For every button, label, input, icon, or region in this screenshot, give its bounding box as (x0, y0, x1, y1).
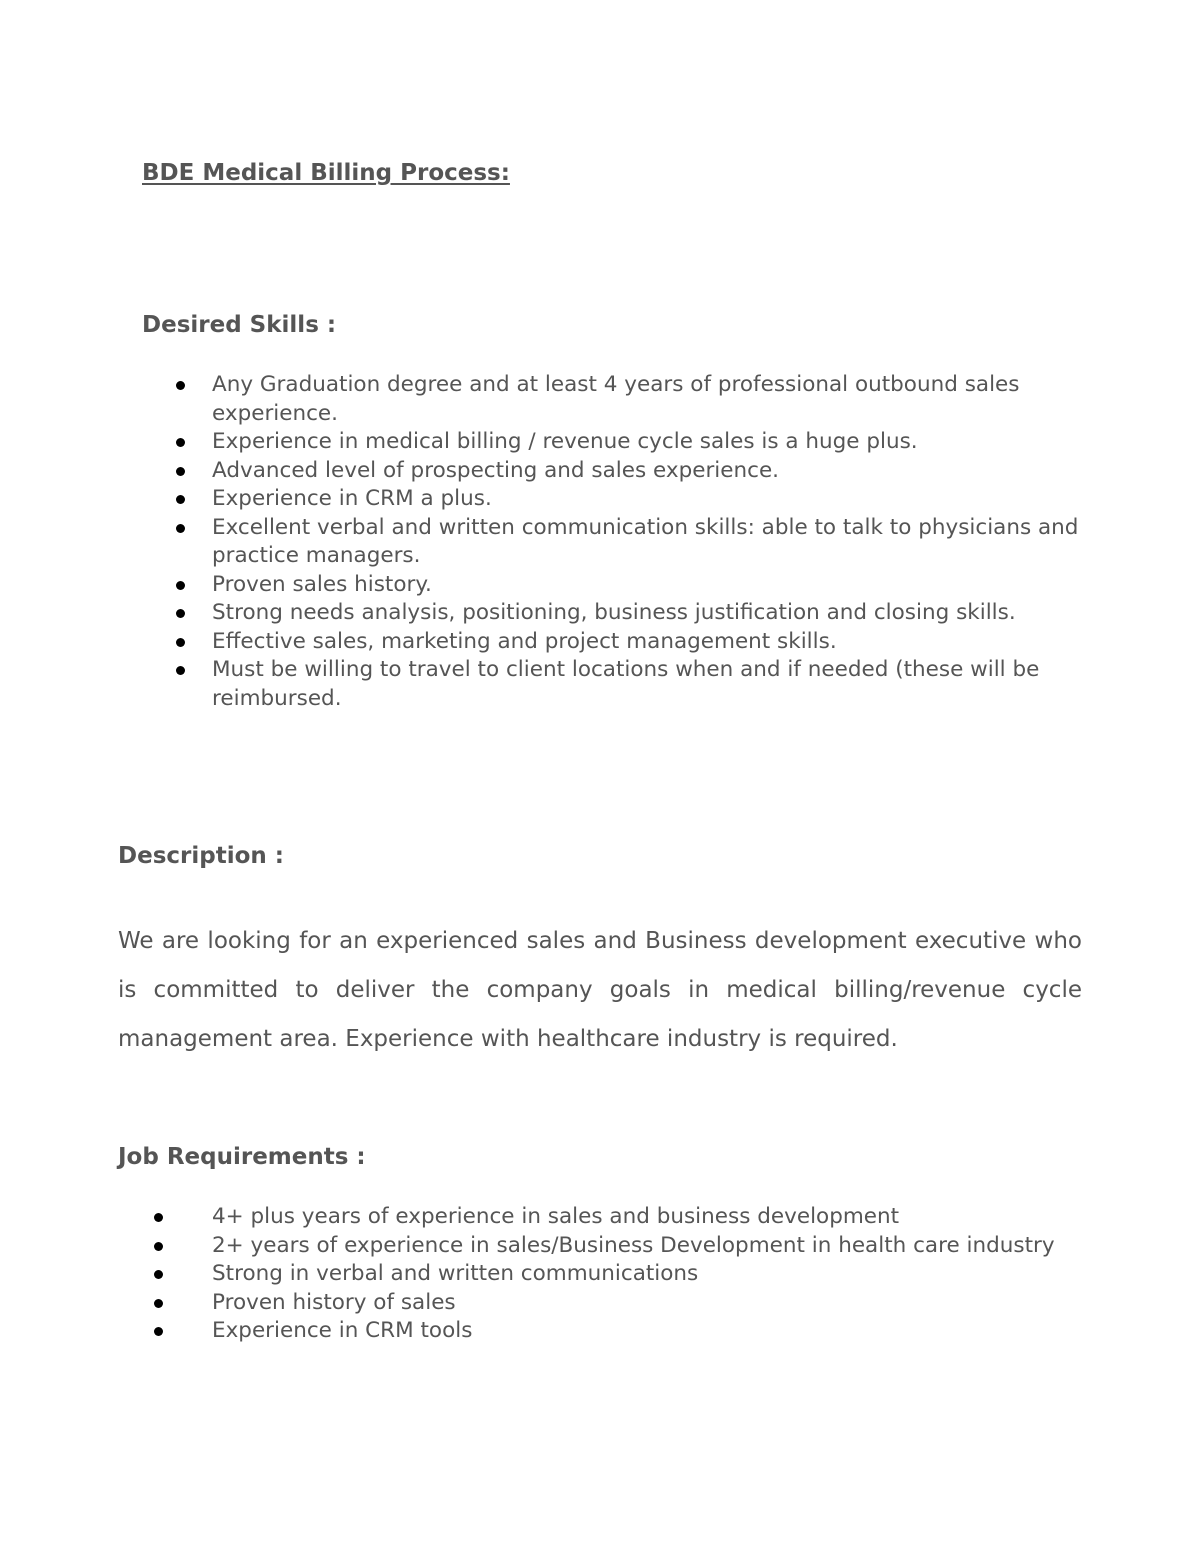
skill-item: Strong needs analysis, positioning, business justification and closing skills. (212, 599, 1092, 628)
skill-item: Any Graduation degree and at least 4 years of professional outbound sales experience. (212, 371, 1092, 428)
skill-item: Experience in CRM a plus. (212, 485, 1092, 514)
requirement-item: Strong in verbal and written communications (188, 1260, 1088, 1289)
desired-skills-heading: Desired Skills : (142, 312, 337, 338)
requirement-item: Experience in CRM tools (188, 1317, 1088, 1346)
skill-item: Proven sales history. (212, 571, 1092, 600)
desired-skills-list (212, 371, 1092, 713)
job-requirements-list (188, 1203, 1088, 1346)
skill-item: Must be willing to travel to client locations when and if needed (these will be reimbursed. (212, 656, 1092, 713)
description-paragraph: We are looking for an experienced sales and Business development executive who is committed to deliver the company goals in medical billing/revenue cycle management area. Experience with healthcare industry is required. (118, 928, 1082, 1052)
requirement-item: Proven history of sales (188, 1289, 1088, 1318)
skill-item: Effective sales, marketing and project management skills. (212, 628, 1092, 657)
requirement-item: 4+ plus years of experience in sales and business development (188, 1203, 1088, 1232)
requirement-item: 2+ years of experience in sales/Business Development in health care industry (188, 1232, 1088, 1261)
skill-item: Experience in medical billing / revenue cycle sales is a huge plus. (212, 428, 1092, 457)
document-title: BDE Medical Billing Process: (142, 160, 510, 186)
skill-item: Advanced level of prospecting and sales experience. (212, 457, 1092, 486)
description-heading: Description : (118, 843, 284, 869)
job-requirements-heading: Job Requirements : (118, 1144, 366, 1170)
skill-item: Excellent verbal and written communication skills: able to talk to physicians and practice managers. (212, 514, 1092, 571)
